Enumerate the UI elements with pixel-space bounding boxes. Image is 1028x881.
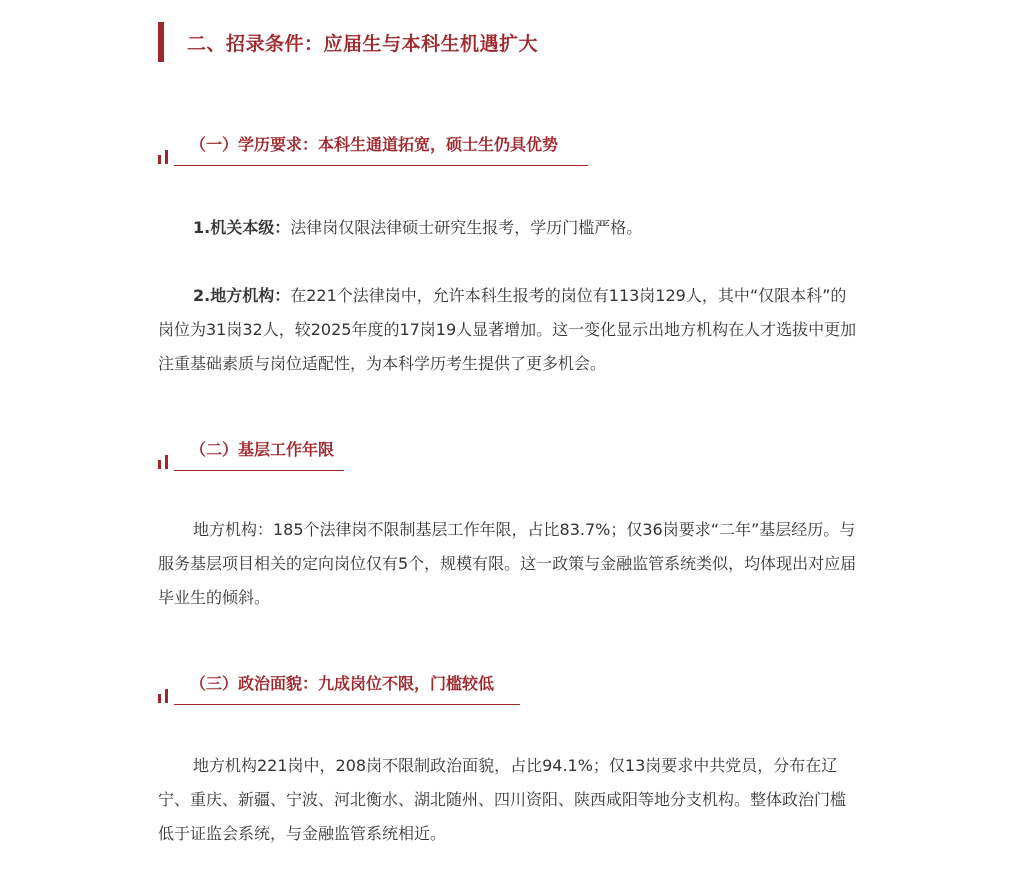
paragraph-grassroots-years (158, 513, 858, 615)
subheading-grassroots-text: （二）基层工作年限 (190, 440, 335, 459)
subheading-underline (174, 470, 344, 471)
subheading-political-status-text: （三）政治面貌：九成岗位不限，门槛较低 (190, 674, 495, 693)
paragraph-lead: 2.地方机构： (193, 286, 291, 305)
subheading-political-status (158, 671, 538, 705)
paragraph-text: 法律岗仅限法律硕士研究生报考，学历门槛严格。 (290, 218, 643, 237)
subheading-education-text: （一）学历要求：本科生通道拓宽，硕士生仍具优势 (190, 135, 559, 154)
section-title-text: 二、招录条件：应届生与本科生机遇扩大 (187, 32, 539, 55)
paragraph-text: 地方机构：185个法律岗不限制基层工作年限，占比83.7%；仅36岗要求“二年”基层经历。与服务基层项目相关的定向岗位仅有5个，规模有限。这一政策与金融监管系统类似，均体现出对应届毕业生的倾斜。 (158, 520, 857, 607)
paragraph-text: 在221个法律岗中，允许本科生报考的岗位有113岗129人，其中“仅限本科”的岗位为31岗32人，较2025年度的17岗19人显著增加。这一变化显示出地方机构在人才选拔中更加注重基础素质与岗位适配性，为本科学历考生提供了更多机会。 (158, 286, 857, 373)
subheading-underline (174, 704, 520, 705)
subheading-underline (174, 165, 588, 166)
paragraph-text: 地方机构221岗中，208岗不限制政治面貌，占比94.1%；仅13岗要求中共党员，分布在辽宁、重庆、新疆、宁波、河北衡水、湖北随州、四川资阳、陕西咸阳等地分支机构。整体政治门槛低于证监会系统，与金融监管系统相近。 (158, 756, 847, 843)
paragraph-central-office (158, 211, 858, 245)
subheading-education (158, 132, 598, 166)
subheading-grassroots (158, 437, 358, 471)
heading-tick-icon (158, 689, 182, 703)
heading-tick-icon (158, 455, 182, 469)
section-title (158, 22, 538, 62)
title-accent-bar (158, 22, 164, 62)
paragraph-political-status (158, 749, 858, 851)
heading-tick-icon (158, 150, 182, 164)
paragraph-local-institutions (158, 279, 858, 381)
paragraph-lead: 1.机关本级： (193, 218, 291, 237)
